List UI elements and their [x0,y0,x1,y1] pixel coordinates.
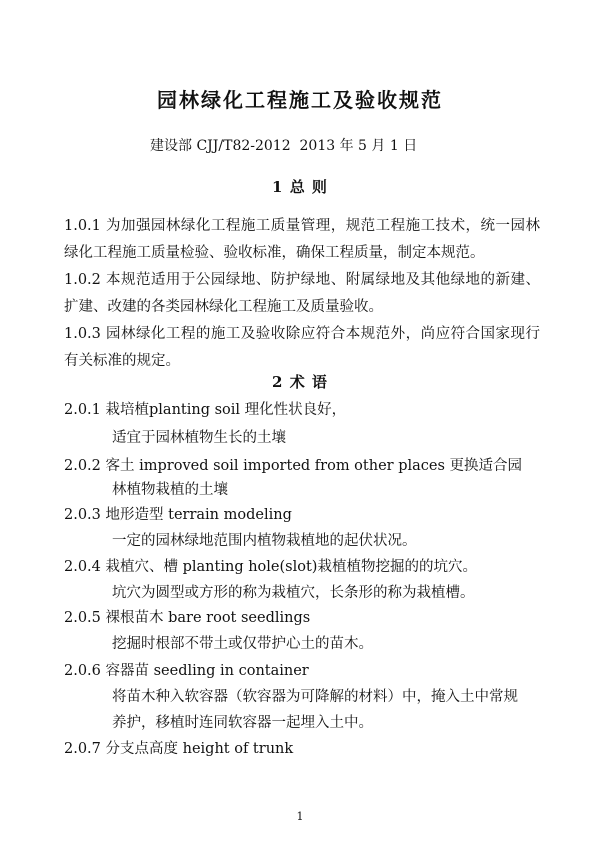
clause-1-0-1: 1.0.1 为加强园林绿化工程施工质量管理，规范工程施工技术，统一园林绿化工程施工质量检验、验收标准，确保工程质量，制定本规范。 [64,218,540,261]
term-2-0-4-definition: 坑穴为圆型或方形的称为栽植穴，长条形的称为栽植槽。 [112,585,475,601]
term-2-0-7: 2.0.7 分支点高度 height of trunk [64,741,294,757]
term-2-0-5: 2.0.5 裸根苗木 bare root seedlings [64,610,311,626]
section-heading-terms: 2 术 语 [272,373,328,391]
term-2-0-2: 2.0.2 客土 improved soil imported from other places 更换适合园 [64,458,523,474]
term-2-0-1: 2.0.1 栽培植planting soil 理化性状良好， [64,402,347,418]
section-heading-general: 1 总 则 [272,178,328,196]
term-2-0-5-definition: 挖掘时根部不带土或仅带护心土的苗木。 [112,636,373,652]
term-2-0-1-definition: 适宜于园林植物生长的土壤 [112,430,286,446]
document-subtitle: 建设部 CJJ/T82-2012 2013 年 5 月 1 日 [150,138,418,154]
term-2-0-6: 2.0.6 容器苗 seedling in container [64,663,309,679]
term-2-0-6-definition-line-1: 将苗木种入软容器（软容器为可降解的材料）中，掩入土中常规 [112,689,518,705]
clause-1-0-2: 1.0.2 本规范适用于公园绿地、防护绿地、附属绿地及其他绿地的新建、扩建、改建的各类园林绿化工程施工及质量验收。 [64,272,540,315]
clause-1-0-3: 1.0.3 园林绿化工程的施工及验收除应符合本规范外，尚应符合国家现行有关标准的规定。 [64,326,540,369]
document-title: 园林绿化工程施工及验收规范 [157,88,443,112]
term-2-0-3-definition: 一定的园林绿地范围内植物栽植地的起伏状况。 [112,533,417,549]
term-2-0-3: 2.0.3 地形造型 terrain modeling [64,507,292,523]
term-2-0-4: 2.0.4 栽植穴、槽 planting hole(slot)栽植植物挖掘的的坑穴。 [64,559,477,575]
page-number: 1 [296,810,304,823]
term-2-0-6-definition-line-2: 养护，移植时连同软容器一起埋入土中。 [112,715,373,731]
term-2-0-2-definition: 林植物栽植的土壤 [112,482,228,498]
